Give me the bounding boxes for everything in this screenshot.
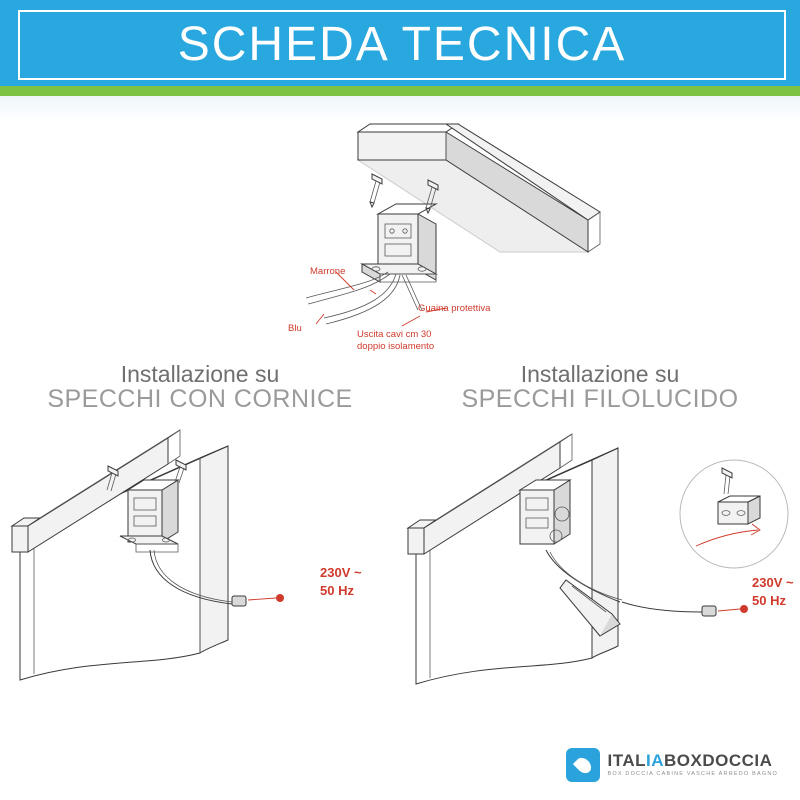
- diagram-specchi-filolucido: [396, 418, 800, 738]
- brand-logo: [566, 748, 778, 782]
- brand-name: [607, 752, 778, 769]
- voltage-label-line2: 50 Hz: [752, 593, 786, 608]
- screw-icon-left: [370, 174, 382, 207]
- detail-callout-circle: [680, 460, 788, 568]
- label-guaina-protettiva: Guaina protettiva: [418, 303, 491, 314]
- section-title-con-cornice: [0, 362, 400, 412]
- label-blu: Blu: [288, 323, 302, 334]
- mounting-bracket: [362, 204, 436, 282]
- section-title-line2: SPECCHI FILOLUCIDO: [461, 385, 739, 414]
- label-uscita-cavi-line2: doppio isolamento: [357, 341, 435, 352]
- brand-highlight: IA: [645, 751, 664, 771]
- water-drop-icon: [566, 748, 600, 782]
- header-frame: [18, 10, 786, 80]
- header-accent-bar: [0, 86, 800, 96]
- section-title-line2: SPECCHI CON CORNICE: [47, 385, 353, 414]
- brand-part2: BOXDOCCIA: [663, 751, 773, 771]
- mounting-bracket: [520, 480, 570, 544]
- section-title-line1: Installazione su: [120, 361, 280, 387]
- voltage-label-line2: 50 Hz: [320, 583, 354, 598]
- diagram-specchi-con-cornice: [0, 418, 400, 738]
- brand-tagline: BOX DOCCIA CABINE VASCHE ARREDO BAGNO: [607, 771, 778, 778]
- wire-bundle: [306, 272, 422, 324]
- section-title-line1: Installazione su: [520, 361, 680, 387]
- label-marrone: Marrone: [310, 266, 346, 277]
- header-banner: [0, 0, 800, 86]
- section-title-filolucido: [400, 362, 800, 412]
- voltage-label-line1: 230V ~: [752, 575, 794, 590]
- page-title: SCHEDA TECNICA: [177, 18, 627, 71]
- mounting-bracket: [120, 480, 178, 552]
- voltage-label-line1: 230V ~: [320, 565, 362, 580]
- label-uscita-cavi-line1: Uscita cavi cm 30: [357, 329, 432, 340]
- top-assembly-diagram: [250, 112, 670, 362]
- brand-part1: ITAL: [607, 751, 646, 771]
